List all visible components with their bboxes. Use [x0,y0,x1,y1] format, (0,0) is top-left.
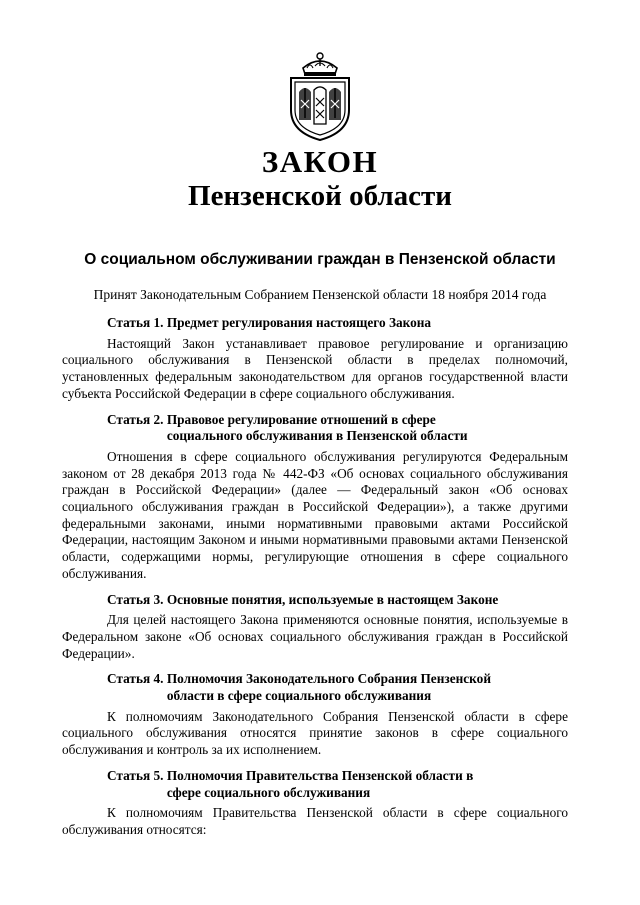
article-number: Статья 1. [107,315,164,330]
article-text: К полномочиям Законодательного Собрания Пензенской области в сфере социального обслуживания относятся принятие законов в сфере социального обслуживания и контроль за их исполнением. [62,708,568,758]
article-number: Статья 3. [107,591,164,607]
article-number: Статья 2. [107,411,164,427]
article-text: Для целей настоящего Закона применяются основные понятия, используемые в Федеральном законе «Об основах социального обслуживания граждан в Российской Федерации». [62,612,568,661]
article-title: Правовое регулирование отношений в сфере социального обслуживания в Пензенской области [166,411,468,444]
article-number: Статья 4. [107,671,164,687]
article-title: Предмет регулирования настоящего Закона [166,315,432,330]
article-title: Полномочия Правительства Пензенской области в сфере социального обслуживания [166,767,474,800]
article-number: Статья 5. [107,767,164,783]
article-4 [62,671,568,759]
article-1 [62,315,568,403]
article-heading [62,412,568,445]
article-title: Полномочия Законодательного Собрания Пензенской области в сфере социального обслуживания [166,671,491,704]
article-text: К полномочиям Правительства Пензенской области в сфере социального обслуживания относятся: [62,805,568,837]
article-heading [62,592,568,609]
article-text: Настоящий Закон устанавливает правовое регулирование и организацию социального обслуживания в Пензенской области в пределах полномочий, установленных федеральным законодательством для органов государственной власти субъекта Российской Федерации в сфере социального обслуживания. [62,335,568,401]
document-body [62,315,568,848]
document-title: ЗАКОН [261,144,379,179]
document-subtitle: Пензенской области [188,180,452,212]
adoption-line: Принят Законодательным Собранием Пензенской области 18 ноября 2014 года [93,287,547,302]
article-text: Отношения в сфере социального обслуживания регулируются Федеральным законом от 28 декабря 2013 года № 442-ФЗ «Об основах социального обслуживания граждан в Российской Федерации» (далее — Федеральный закон «Об основах социального обслуживания граждан в Российской Федерации»), а также другими федеральными законами, иными нормативными правовыми актами Российской Федерации, настоящим Законом и иными нормативными правовыми актами Пензенской области, содержащими нормы, регулирующие отношения в сфере социального обслуживания. [62,448,568,581]
law-name: О социальном обслуживании граждан в Пензенской области [84,251,556,268]
article-5 [62,768,568,839]
article-heading [62,671,568,704]
article-heading [62,768,568,801]
article-3 [62,592,568,663]
article-title: Основные понятия, используемые в настоящем Законе [166,591,499,607]
coat-of-arms-icon [285,48,355,144]
article-2 [62,412,568,583]
article-heading [62,315,568,332]
